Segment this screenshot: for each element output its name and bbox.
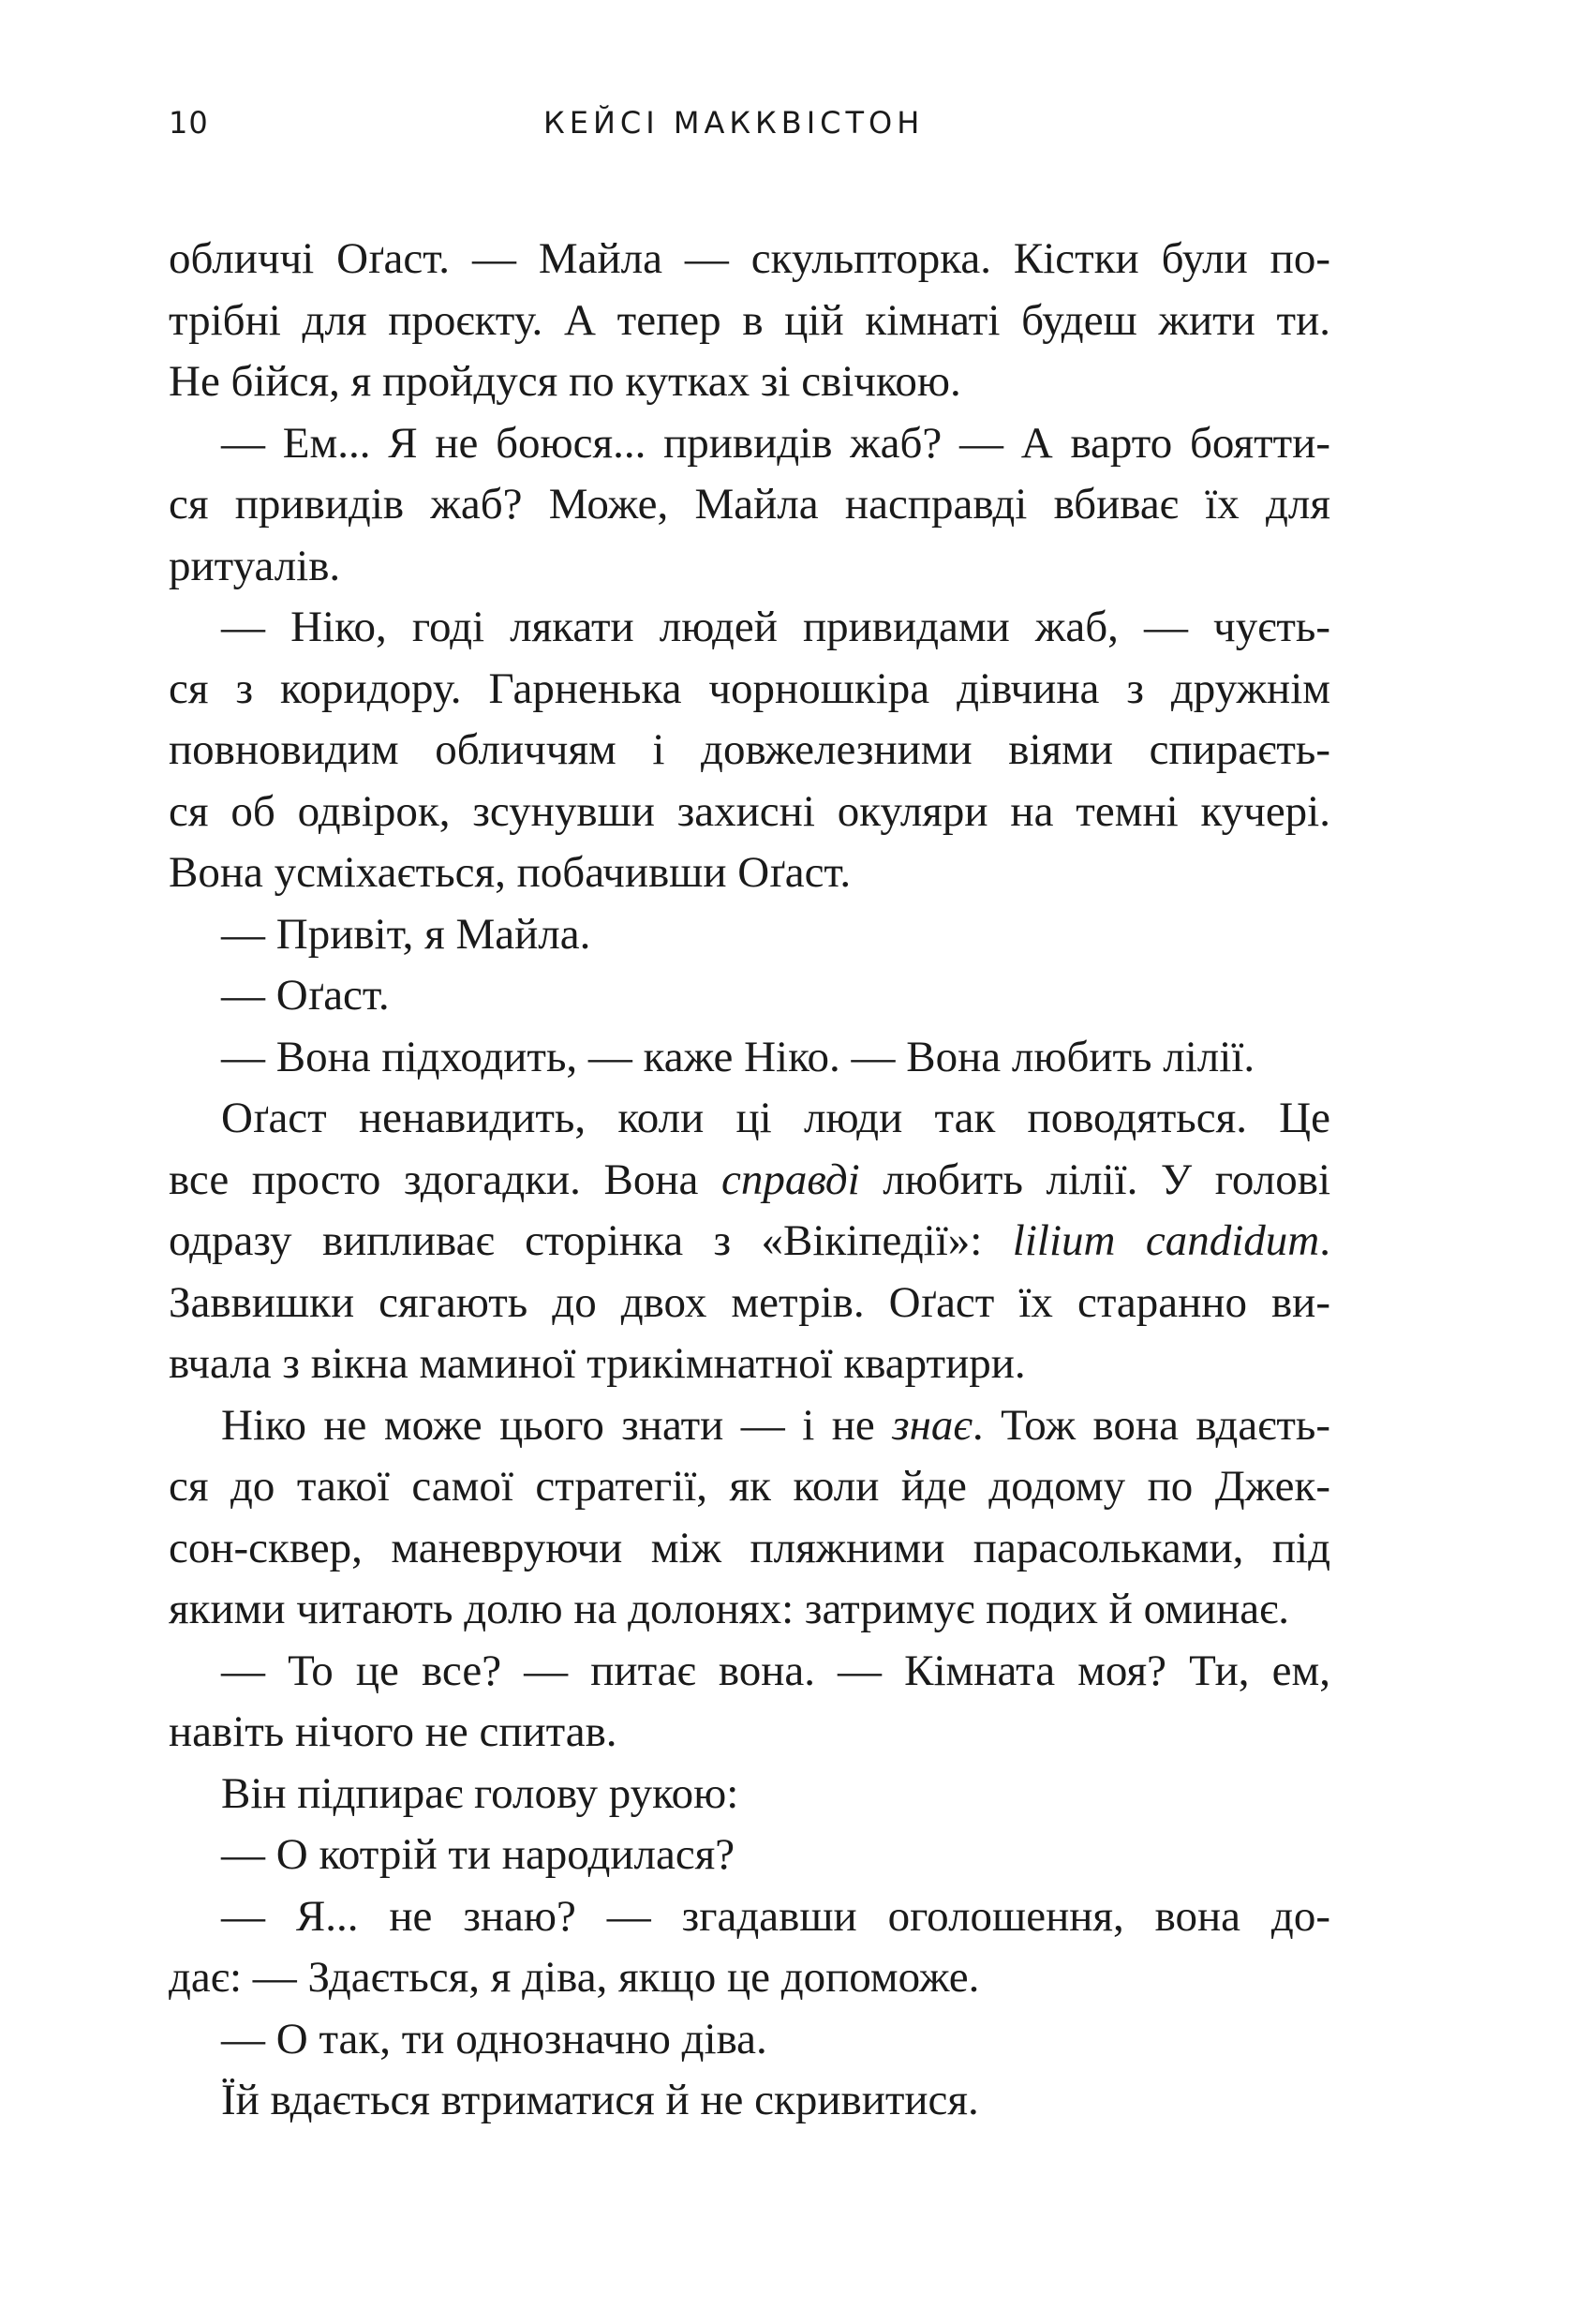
paragraph: [169, 413, 1330, 598]
paragraph: [169, 1641, 1330, 1764]
text-line: повновидим обличчям і довжелезними віями спираєть-: [169, 725, 1330, 774]
paragraph: [169, 1088, 1330, 1395]
text-line: — Я... не знаю? — згадавши оголошення, вона до-: [221, 1891, 1330, 1941]
paragraph: [169, 965, 1330, 1027]
text-line: [169, 1395, 1330, 1457]
italic-text: lilium candidum: [1012, 1216, 1320, 1265]
paragraph: [169, 597, 1330, 904]
paragraph: [169, 1764, 1330, 1825]
paragraph: [169, 1027, 1330, 1089]
italic-text: справді: [721, 1155, 860, 1204]
text-line: — Оґаст.: [221, 971, 390, 1020]
text-line: ся до такої самої стратегії, як коли йде додому по Джек-: [169, 1462, 1330, 1511]
text-line: Заввишки сягають до двох метрів. Оґаст їх старанно ви-: [169, 1277, 1330, 1327]
paragraph: [169, 904, 1330, 966]
text-run: Ніко не може цього знати — і не: [221, 1400, 893, 1450]
text-line: Не бійся, я пройдуся по кутках зі свічкою.: [169, 357, 961, 406]
text-line: — Вона підходить, — каже Ніко. — Вона любить лілії.: [221, 1032, 1255, 1081]
paragraph: [169, 1886, 1330, 2009]
text-line: [169, 1211, 1330, 1273]
text-line: сон-сквер, маневруючи між пляжними парасольками, під: [169, 1523, 1330, 1572]
italic-text: знає: [892, 1400, 973, 1450]
text-line: ритуалів.: [169, 541, 341, 590]
text-line: Вона усміхається, побачивши Оґаст.: [169, 848, 852, 897]
text-run: одразу випливає сторінка з «Вікіпедії»:: [169, 1216, 1013, 1265]
paragraph: [169, 1395, 1330, 1641]
text-line: — То це все? — питає вона. — Кімната моя? Ти, ем,: [221, 1646, 1330, 1695]
text-line: Оґаст ненавидить, коли ці люди так поводяться. Це: [221, 1094, 1330, 1142]
text-run: . Тож вона вдаєть-: [972, 1400, 1330, 1450]
text-run: все просто здогадки. Вона: [169, 1155, 721, 1204]
text-line: [169, 1150, 1330, 1212]
text-line: обличчі Оґаст. — Майла — скульпторка. Кістки були по-: [169, 234, 1330, 283]
text-line: ся з коридору. Гарненька чорношкіра дівчина з дружнім: [169, 663, 1330, 713]
paragraph: [169, 1825, 1330, 1886]
text-line: — Привіт, я Майла.: [221, 909, 591, 959]
paragraph: [169, 2070, 1330, 2132]
page-number: 10: [169, 105, 209, 141]
text-line: якими читають долю на долонях: затримує подих й оминає.: [169, 1585, 1290, 1633]
text-line: навіть нічого не спитав.: [169, 1707, 617, 1756]
text-line: ся привидів жаб? Може, Майла насправді вбиває їх для: [169, 480, 1330, 529]
text-line: — Ем... Я не боюся... привидів жаб? — А варто боятти-: [221, 418, 1330, 468]
text-run: .: [1319, 1216, 1330, 1265]
text-line: ся об одвірок, зсунувши захисні окуляри на темні кучері.: [169, 786, 1330, 836]
text-line: — О котрій ти народилася?: [221, 1830, 735, 1879]
text-line: Він підпирає голову рукою:: [221, 1768, 739, 1818]
text-run: любить лілії. У голові: [859, 1155, 1330, 1204]
text-line: Їй вдається втриматися й не скривитися.: [221, 2076, 979, 2124]
text-line: дає: — Здається, я діва, якщо це допоможе.: [169, 1953, 980, 2002]
paragraph: [169, 2009, 1330, 2071]
text-line: трібні для проєкту. А тепер в цій кімнаті будеш жити ти.: [169, 295, 1330, 345]
text-line: вчала з вікна маминої трикімнатної квартири.: [169, 1339, 1026, 1388]
body-text: [169, 229, 1330, 2132]
paragraph: [169, 229, 1330, 413]
running-title: КЕЙСІ МАККВІСТОН: [543, 105, 925, 141]
running-head: [169, 105, 1330, 152]
text-line: — О так, ти однозначно діва.: [221, 2014, 767, 2063]
text-line: — Ніко, годі лякати людей привидами жаб, — чуєть-: [221, 603, 1330, 651]
